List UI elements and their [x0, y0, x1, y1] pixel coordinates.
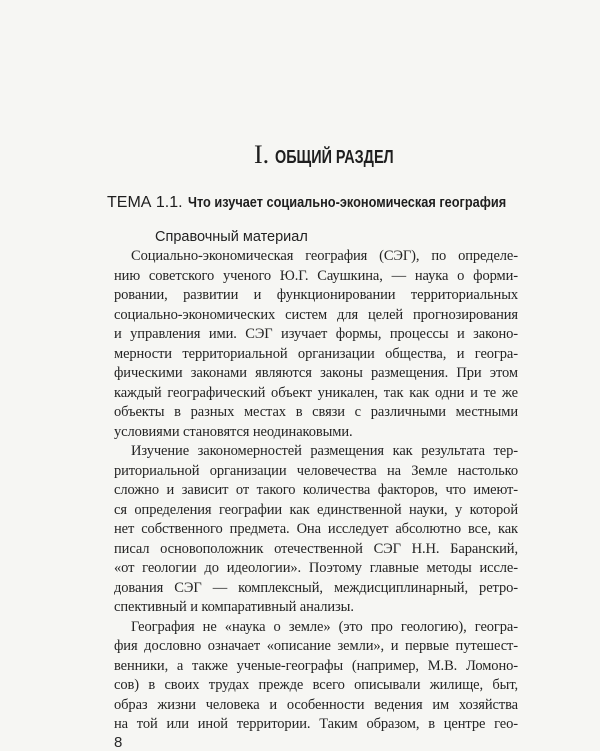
text-line: писал основоположник отечественной СЭГ Н.Н. Баранский, — [114, 540, 518, 557]
text-line: фия дословно означает «описание земли», и первые путешест- — [114, 638, 518, 654]
topic-label: ТЕМА 1.1. — [107, 194, 183, 211]
text-line: сов) в своих трудах прежде всего описывали жилище, быт, — [114, 677, 518, 693]
text-line: Социально-экономическая география (СЭГ), по определе- — [131, 248, 518, 264]
text-line: «от геологии до идеологии». Поэтому главные методы иссле- — [114, 560, 518, 576]
text-line: нию советского ученого Ю.Г. Саушкина, — наука о форми- — [114, 267, 518, 284]
text-line: условиями становятся неодинаковыми. — [114, 423, 353, 440]
topic-title: Что изучает социально-экономическая география — [187, 194, 506, 211]
paragraph — [114, 618, 518, 735]
text-line: венники, а также ученые-географы (например, М.В. Ломоно- — [114, 657, 518, 674]
paragraph — [114, 247, 518, 442]
text-line: мерности территориальной организации общества, и геогра- — [114, 345, 518, 362]
paragraph — [114, 442, 518, 618]
text-line: ся определения географии как единственной науки, у которой — [114, 501, 518, 518]
text-line: дования СЭГ — комплексный, междисциплинарный, ретро- — [114, 579, 518, 596]
body-text — [114, 247, 518, 735]
text-line: нет собственного предмета. Она исследует абсолютно все, как — [114, 521, 518, 537]
chapter-heading — [254, 139, 424, 175]
text-line: сложно и зависит от такого количества факторов, что имеют- — [114, 482, 518, 498]
text-line: спективный и компаративный анализы. — [114, 599, 354, 615]
text-line: ровании, развитии и функционировании территориальных — [114, 287, 518, 303]
topic-heading — [107, 193, 562, 213]
text-line: и управления ими. СЭГ изучает формы, процессы и законо- — [114, 326, 518, 342]
text-line: социально-экономических систем для целей прогнозирования — [114, 306, 518, 323]
section-title: Справочный материал — [155, 229, 308, 245]
text-line: на той или иной территории. Таким образом, в центре гео- — [114, 716, 518, 732]
text-line: каждый географический объект уникален, так как одни и те же — [114, 384, 518, 401]
page-number: 8 — [114, 734, 123, 751]
text-line: объекты в разных местах в связи с различными местными — [114, 404, 518, 420]
text-line: Изучение закономерностей размещения как результата тер- — [131, 443, 518, 459]
chapter-numeral: I. — [254, 140, 270, 169]
text-line: фическими законами являются законы размещения. При этом — [114, 365, 518, 381]
text-line: География не «наука о земле» (это про геологию), геогра- — [131, 618, 518, 635]
text-line: образ жизни человека и особенности ведения им хозяйства — [114, 696, 518, 713]
chapter-title: ОБЩИЙ РАЗДЕЛ — [275, 147, 394, 167]
text-line: риториальной организации человечества на Земле настолько — [114, 462, 518, 479]
